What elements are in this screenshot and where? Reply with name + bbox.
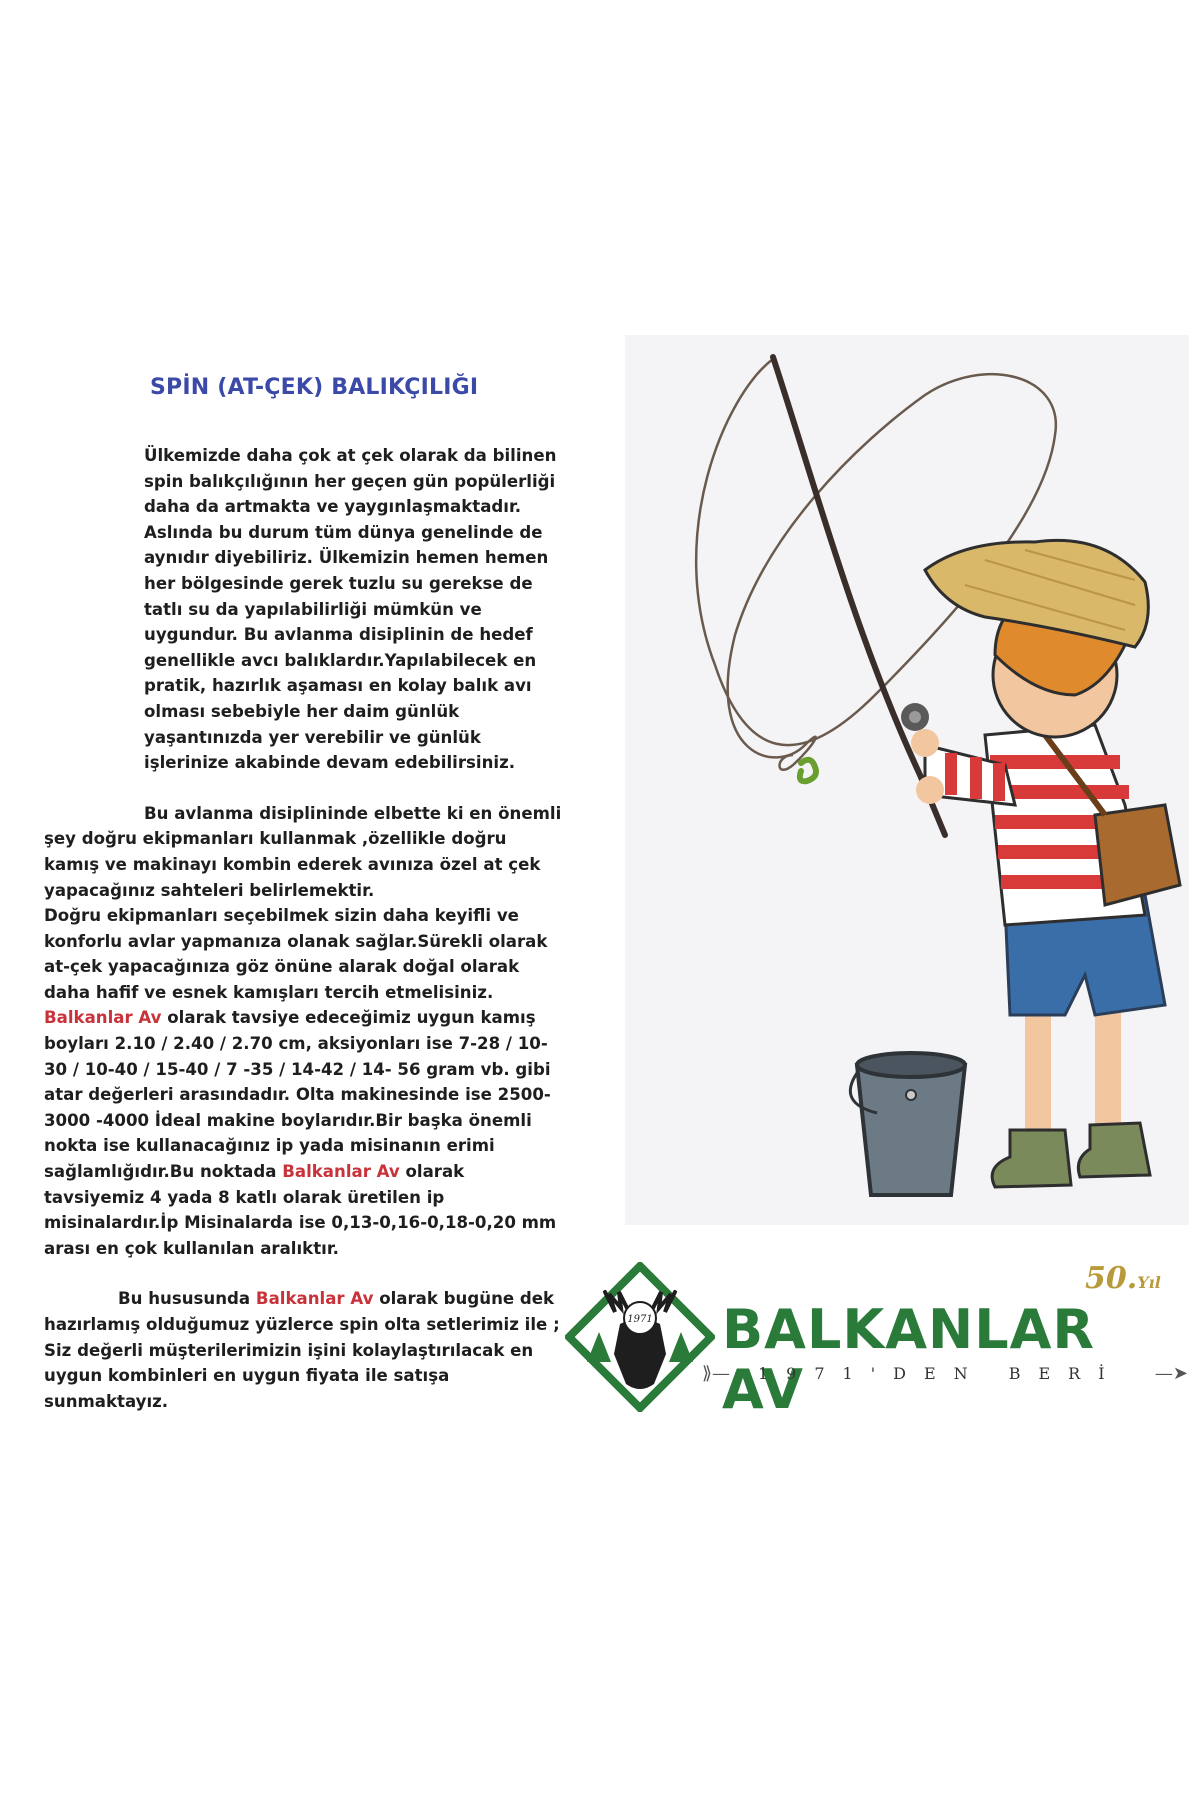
paragraph-2b: Doğru ekipmanları seçebilmek sizin daha keyifli ve konforlu avlar yapmanıza olanak sağlar.Sürekli olarak at-çek yapacağınıza göz önüne alarak doğal olarak daha hafif ve esnek kamışları tercih etmelisiniz. [44, 906, 548, 1002]
arrow-icon: ⟫— [702, 1363, 731, 1384]
fishing-boy-illustration [625, 335, 1189, 1225]
arrow-icon: —➤ [1154, 1363, 1188, 1384]
anniversary-number: 50. [1085, 1261, 1138, 1296]
paragraph-3a: Bu hususunda [118, 1289, 251, 1309]
deer-head-icon [565, 1262, 715, 1412]
balkanlar-av-logo [565, 1261, 1188, 1421]
brand-highlight: Balkanlar Av [282, 1162, 400, 1182]
brand-since-text: 1971'DEN BERİ [758, 1364, 1123, 1383]
brand-highlight: Balkanlar Av [44, 1008, 162, 1028]
anniversary-word: Yıl [1137, 1273, 1161, 1292]
brand-since [702, 1363, 1188, 1384]
brand-name: BALKANLAR AV [722, 1298, 1095, 1421]
paragraph-2a: Bu avlanma disiplininde elbette ki en önemli şey doğru ekipmanları kullanmak ,özellikle doğru kamış ve makinayı kombin ederek avınıza özel at çek yapacağınız sahteleri belirlemektir. [44, 803, 562, 900]
paragraph-3 [44, 1286, 564, 1414]
brand-highlight: Balkanlar Av [255, 1289, 374, 1309]
paragraph-3b: olarak bugüne dek hazırlamış olduğumuz yüzlerce spin olta setlerimiz ile ; Siz değerli müşterilerimizin işini kolaylaştırılacak en uygun kombinleri en uygun fiyata ile satışa sunmaktayız. [44, 1289, 560, 1411]
article-title: SPİN (AT-ÇEK) BALIKÇILIĞI [150, 375, 479, 400]
paragraph-1: Ülkemizde daha çok at çek olarak da bilinen spin balıkçılığının her geçen gün popülerliği daha da artmakta ve yaygınlaşmaktadır. Aslında bu durum tüm dünya genelinde de aynıdır diyebiliriz. Ülkemizin hemen hemen her bölgesinde gerek tuzlu su gerekse de tatlı su da yapılabilirliği mümkün ve uygundur. Bu avlanma disiplinin de hedef genellikle avcı balıklardır.Yapılabilecek en pratik, hazırlık aşaması en kolay balık avı olması sebebiyle her daim günlük yaşantınızda yer verebilir ve günlük işlerinize akabinde devam edebilirsiniz. [144, 446, 557, 773]
badge-year: 1971 [627, 1314, 653, 1325]
article-body [44, 443, 564, 1439]
anniversary-mark [1085, 1262, 1161, 1300]
paragraph-2c: olarak tavsiye edeceğimiz uygun kamış boyları 2.10 / 2.40 / 2.70 cm, aksiyonları ise 7-28 / 10-30 / 10-40 / 15-40 / 7 -35 / 14-42 / 14- 56 gram vb. gibi atar değerleri arasındadır. Olta makinesinde ise 2500-3000 -4000 İdeal makine boylarıdır.Bir başka önemli nokta ise kullanacağınız ip yada misinanın erimi sağlamlığıdır.Bu noktada [44, 1008, 551, 1182]
fishing-boy-icon [625, 335, 1189, 1225]
paragraph-2d: olarak tavsiyemiz 4 yada 8 katlı olarak üretilen ip misinalardır.İp Misinalarda ise 0,13-0,16-0,18-0,20 mm arası en çok kullanılan aralıktır. [44, 1162, 557, 1258]
paragraph-2 [44, 801, 564, 1262]
